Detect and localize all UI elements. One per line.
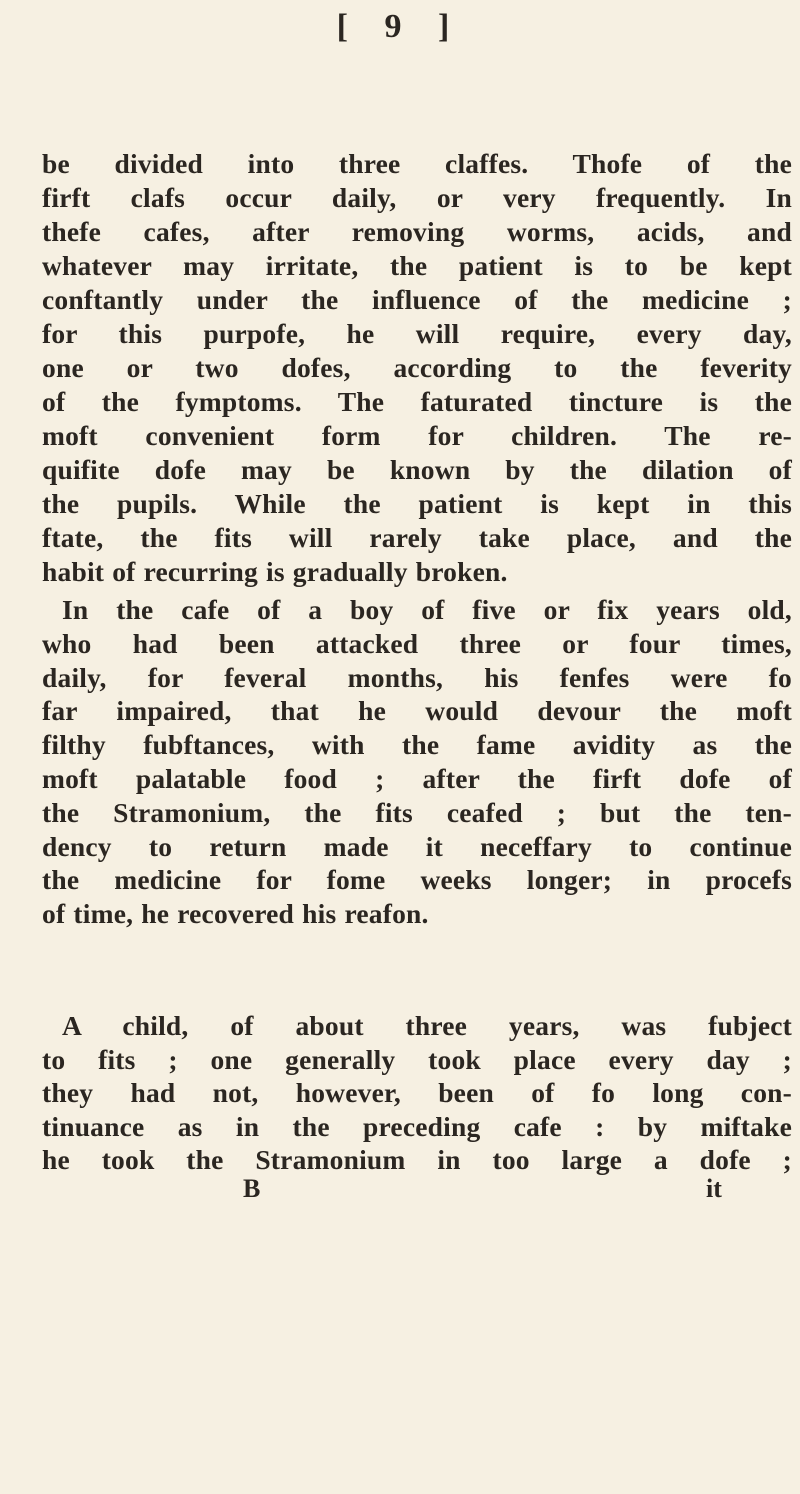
catchword: it [706, 1174, 722, 1203]
text-line: the Stramonium, the fits ceafed ; but the ten- [42, 796, 792, 828]
text-line: for this purpofe, he will require, every day, [42, 318, 792, 349]
text-line: quifite dofe may be known by the dilation of [42, 454, 792, 485]
text-line: moft palatable food ; after the firft dofe of [42, 763, 792, 794]
text-line: conftantly under the influence of the medicine ; [42, 284, 792, 315]
text-line: tinuance as in the preceding cafe : by miftake [42, 1110, 792, 1142]
text-line: of time, he recovered his reafon. [42, 898, 429, 930]
text-line: daily, for feveral months, his fenfes were fo [42, 661, 792, 693]
text-line: ftate, the fits will rarely take place, and the [42, 522, 792, 553]
text-line: habit of recurring is gradually broken. [42, 556, 508, 587]
text-line: to fits ; one generally took place every day ; [42, 1043, 792, 1075]
text-line: dency to return made it neceffary to continue [42, 830, 792, 862]
signature-mark: B [243, 1174, 261, 1203]
text-line: whatever may irritate, the patient is to be kept [42, 250, 792, 281]
text-line: far impaired, that he would devour the moft [42, 695, 792, 727]
text-line: be divided into three claffes. Thofe of the [42, 148, 792, 179]
text-line: firft clafs occur daily, or very frequently. In [42, 182, 792, 213]
text-line: of the fymptoms. The faturated tincture is the [42, 386, 792, 417]
text-line: filthy fubftances, with the fame avidity as the [42, 729, 792, 761]
text-line: who had been attacked three or four times, [42, 627, 792, 659]
text-line: he took the Stramonium in too large a dofe ; [42, 1144, 792, 1176]
text-line: In the cafe of a boy of five or fix years old, [62, 594, 792, 625]
text-line: they had not, however, been of fo long con- [42, 1077, 792, 1109]
text-line: one or two dofes, according to the feverity [42, 352, 792, 383]
text-line: thefe cafes, after removing worms, acids, and [42, 216, 792, 247]
page-number-header: [ 9 ] [336, 8, 464, 45]
text-line: A child, of about three years, was fubject [62, 1010, 792, 1041]
text-line: the medicine for fome weeks longer; in procefs [42, 864, 792, 896]
text-line: the pupils. While the patient is kept in this [42, 488, 792, 519]
text-line: moft convenient form for children. The re- [42, 420, 792, 451]
